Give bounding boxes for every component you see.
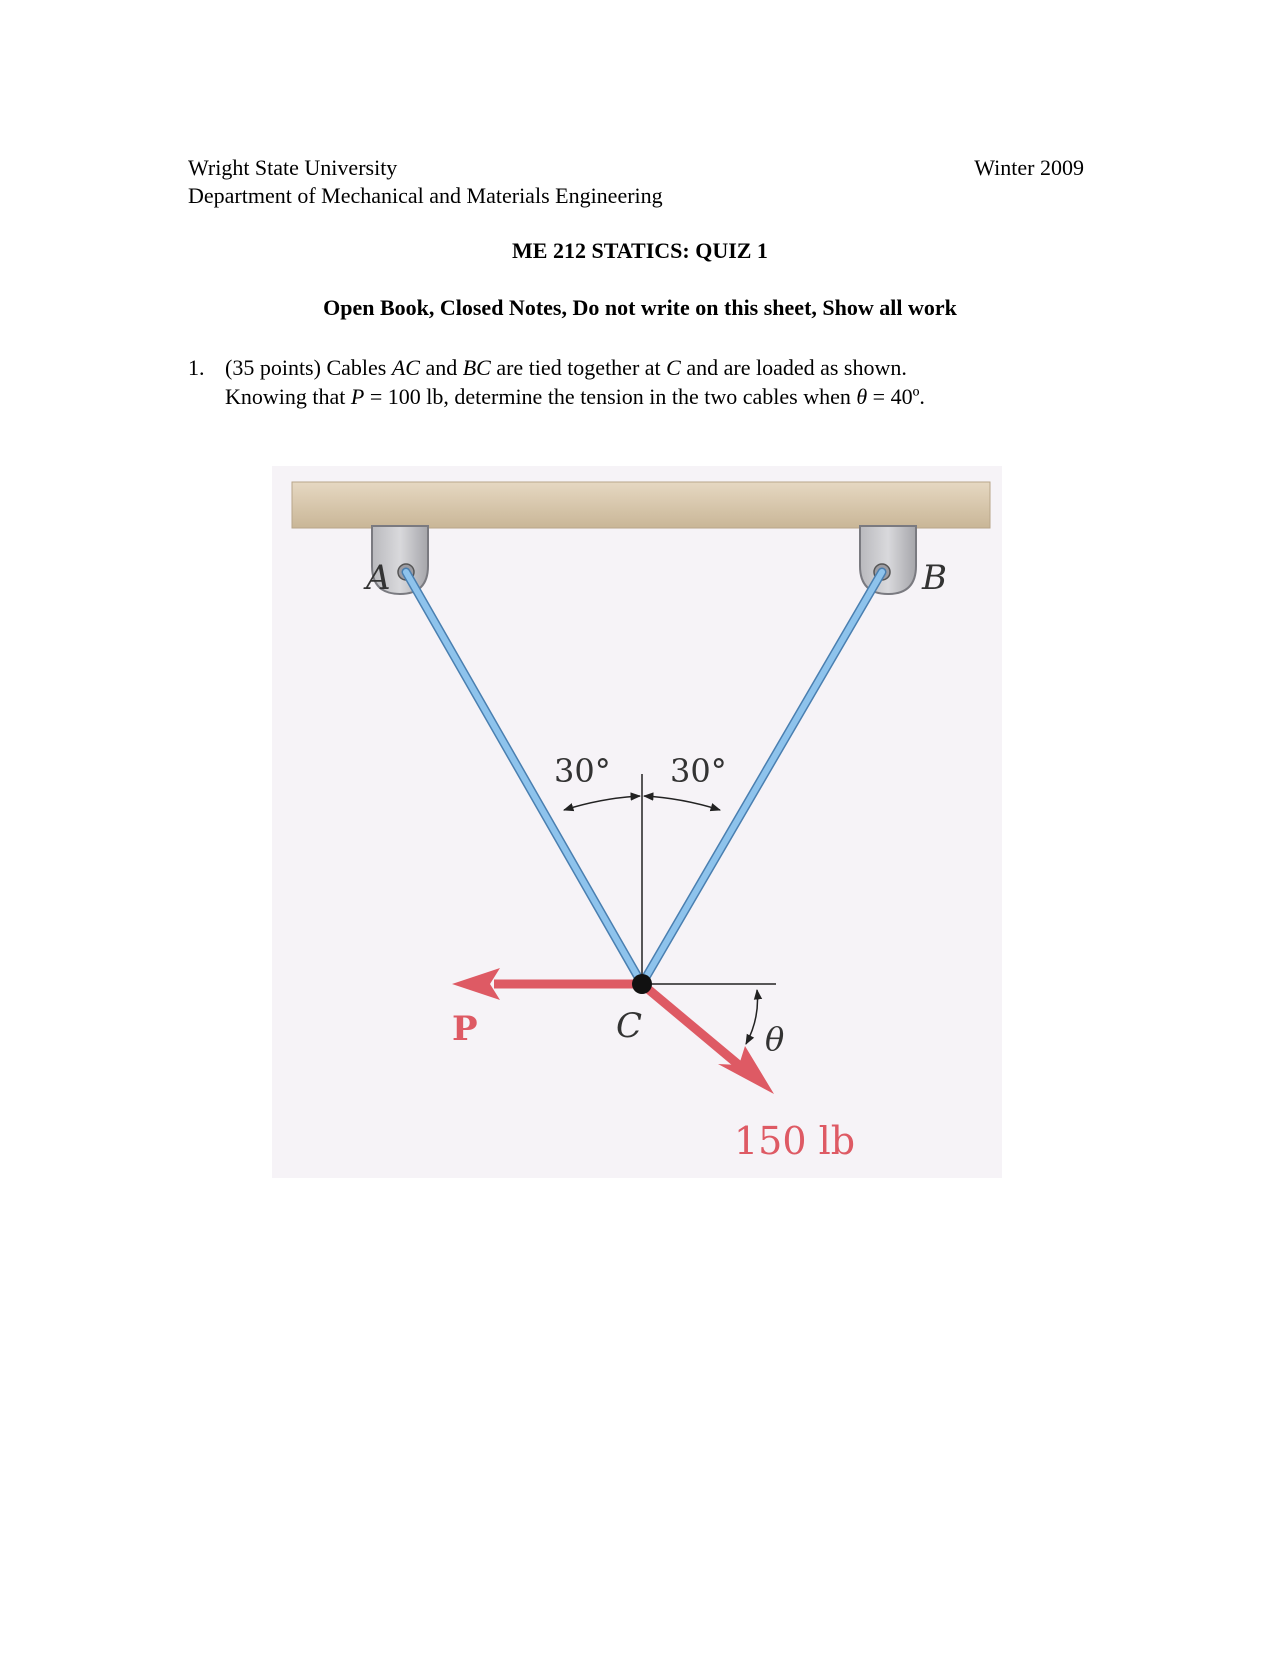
cable-diagram <box>272 466 1002 1178</box>
term-label: Winter 2009 <box>974 155 1084 180</box>
label-p: P <box>452 1009 478 1049</box>
cable-diagram-svg <box>272 466 1002 1178</box>
problem-number: 1. <box>188 355 205 380</box>
label-a: A <box>366 558 391 598</box>
problem-line-1: (35 points) Cables AC and BC are tied together at C and are loaded as shown. <box>225 355 907 380</box>
joint-c <box>632 974 652 994</box>
support-bracket-b <box>860 526 916 594</box>
label-b: B <box>922 558 947 598</box>
quiz-title: ME 212 STATICS: QUIZ 1 <box>512 238 768 263</box>
label-theta: θ <box>765 1020 785 1058</box>
angle-label-right: 30° <box>670 752 727 790</box>
label-c: C <box>616 1006 643 1046</box>
institution-name: Wright State University <box>188 155 398 180</box>
quiz-instructions: Open Book, Closed Notes, Do not write on this sheet, Show all work <box>323 295 957 320</box>
angle-label-left: 30° <box>554 752 611 790</box>
load-label: 150 lb <box>734 1119 856 1163</box>
ceiling-beam <box>292 482 990 528</box>
problem-statement <box>188 353 1048 411</box>
department-name: Department of Mechanical and Materials Engineering <box>188 183 663 208</box>
problem-line-2: Knowing that P = 100 lb, determine the tension in the two cables when θ = 40º. <box>225 384 925 409</box>
